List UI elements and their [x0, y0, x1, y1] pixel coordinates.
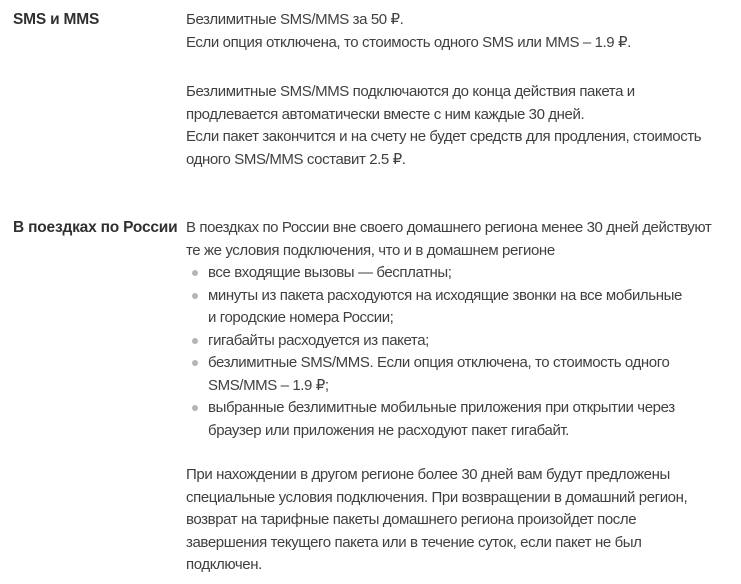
list-item-text [208, 352, 669, 397]
text-line: специальные условия подключения. При возвращении в домашний регион, [186, 488, 688, 506]
text-line: В поездках по России вне своего домашнего региона менее 30 дней действуют [186, 219, 712, 236]
paragraph-travel-intro [186, 217, 741, 262]
text-line: завершения текущего пакета или в течение суток, если пакет не был [186, 533, 642, 551]
section-label-travel-russia: В поездках по России [13, 219, 178, 236]
list-item [186, 330, 741, 353]
text-line: минуты из пакета расходуются на исходящие звонки на все мобильные [208, 286, 682, 304]
section-content-travel-russia [186, 217, 741, 577]
bullet-icon [192, 270, 198, 276]
list-item-text [208, 397, 675, 442]
list-item-text [208, 330, 429, 353]
text-line: гигабайты расходуется из пакета; [208, 331, 429, 349]
bullet-icon [192, 293, 198, 299]
text-line: Если пакет закончится и на счету не будет средств для продления, стоимость [186, 128, 702, 145]
text-line: продлевается автоматически вместе с ним каждые 30 дней. [186, 105, 585, 123]
text-line: Безлимитные SMS/MMS подключаются до конца действия пакета и [186, 83, 635, 100]
text-line: выбранные безлимитные мобильные приложения при открытии через [208, 399, 675, 416]
text-line: Если опция отключена, то стоимость одного SMS или MMS – 1.9 ₽. [186, 33, 631, 51]
text-line: подключен. [186, 556, 262, 573]
bullet-icon [192, 338, 198, 344]
section-sms-mms [13, 9, 741, 171]
text-line: При нахождении в другом регионе более 30 дней вам будут предложены [186, 466, 670, 483]
text-line: возврат на тарифные пакеты домашнего региона произойдет после [186, 511, 637, 528]
bullet-icon [192, 405, 198, 411]
paragraph-travel-long-stay [186, 464, 741, 577]
text-line: SMS/MMS – 1.9 ₽; [208, 376, 329, 394]
list-item [186, 397, 741, 442]
text-line: браузер или приложения не расходуют пакет гигабайт. [208, 421, 570, 439]
travel-conditions-list [186, 262, 741, 442]
list-item [186, 262, 741, 285]
list-item-text [208, 262, 452, 285]
text-line: и городские номера России; [208, 309, 394, 326]
list-item-text [208, 285, 682, 330]
paragraph-sms-price [186, 9, 741, 54]
list-item [186, 352, 741, 397]
list-item [186, 285, 741, 330]
text-line: Безлимитные SMS/MMS за 50 ₽. [186, 11, 404, 28]
paragraph-sms-renewal [186, 81, 741, 171]
text-line: все входящие вызовы — бесплатны; [208, 264, 452, 281]
text-line: безлимитные SMS/MMS. Если опция отключена, то стоимость одного [208, 354, 670, 371]
section-travel-russia [13, 217, 741, 577]
section-label-sms-mms: SMS и MMS [13, 11, 100, 28]
text-line: те же условия подключения, что и в домашнем регионе [186, 241, 555, 259]
section-content-sms-mms [186, 9, 741, 171]
text-line: одного SMS/MMS составит 2.5 ₽. [186, 150, 406, 168]
bullet-icon [192, 360, 198, 366]
